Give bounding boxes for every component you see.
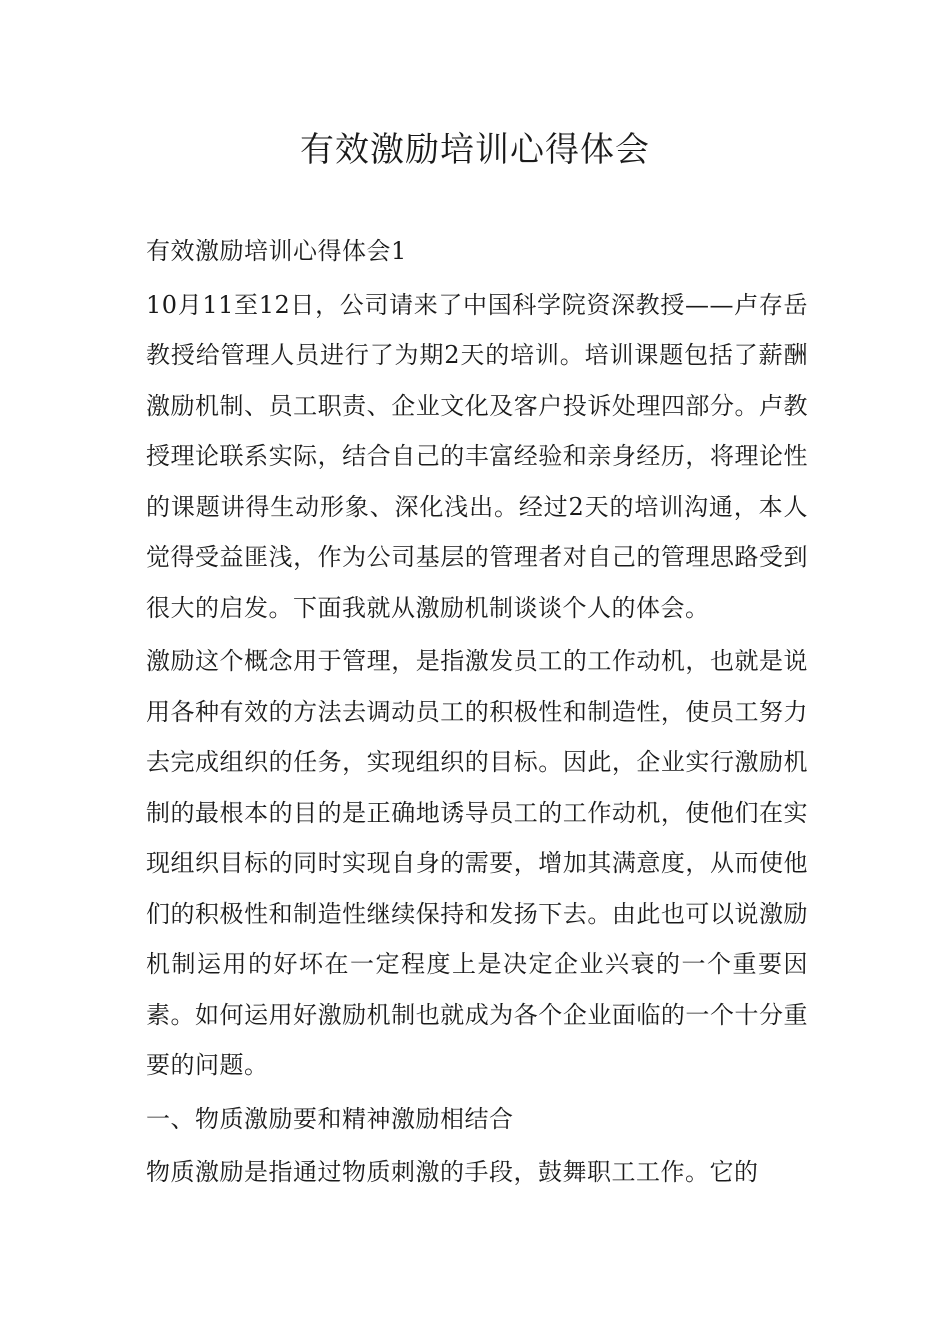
document-body <box>146 226 808 1201</box>
paragraph: 10月11至12日，公司请来了中国科学院资深教授——卢存岳教授给管理人员进行了为期2天的培训。培训课题包括了薪酬激励机制、员工职责、企业文化及客户投诉处理四部分。卢教授理论联系实际，结合自己的丰富经验和亲身经历，将理论性的课题讲得生动形象、深化浅出。经过2天的培训沟通，本人觉得受益匪浅，作为公司基层的管理者对自己的管理思路受到很大的启发。下面我就从激励机制谈谈个人的体会。 <box>146 290 808 622</box>
document-title: 有效激励培训心得体会 <box>300 130 650 170</box>
subsection-heading: 一、物质激励要和精神激励相结合 <box>146 1104 514 1133</box>
paragraph: 物质激励是指通过物质刺激的手段，鼓舞职工工作。它的 <box>146 1158 759 1186</box>
section-heading: 有效激励培训心得体会1 <box>146 237 407 265</box>
paragraph: 激励这个概念用于管理，是指激发员工的工作动机，也就是说用各种有效的方法去调动员工的积极性和制造性，使员工努力去完成组织的任务，实现组织的目标。因此，企业实行激励机制的最根本的目的是正确地诱导员工的工作动机，使他们在实现组织目标的同时实现自身的需要，增加其满意度，从而使他们的积极性和制造性继续保持和发扬下去。由此也可以说激励机制运用的好坏在一定程度上是决定企业兴衰的一个重要因素。如何运用好激励机制也就成为各个企业面临的一个十分重要的问题。 <box>146 647 808 1079</box>
